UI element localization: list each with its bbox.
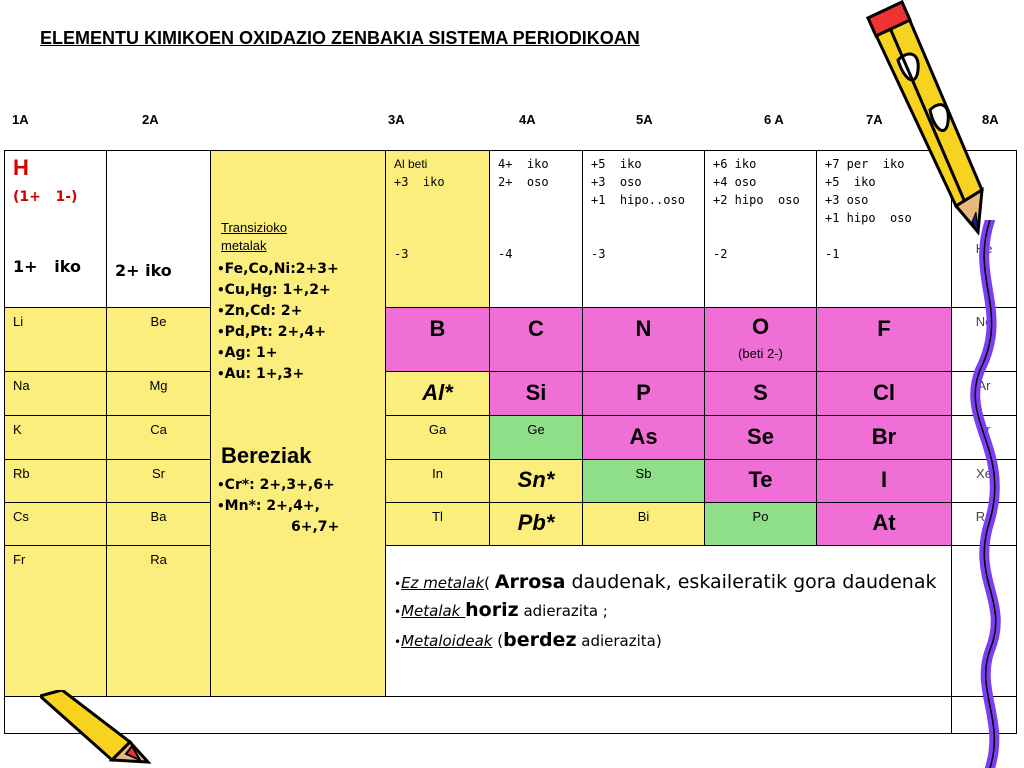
group-label-4a: 4A — [519, 112, 536, 127]
cell-in — [385, 459, 490, 503]
group-label-7a: 7A — [866, 112, 883, 127]
ox-4a-line2: 2+ oso — [498, 175, 549, 189]
cell-as — [582, 415, 705, 460]
symbol-k: K — [13, 422, 22, 437]
cell-po — [704, 502, 817, 546]
cell-s — [704, 371, 817, 416]
symbol-o: O — [751, 314, 770, 339]
transition-title: Transizioko metalak — [221, 220, 287, 253]
symbol-na: Na — [13, 378, 30, 393]
symbol-sb: Sb — [635, 466, 652, 481]
cell-na — [4, 371, 107, 416]
symbol-kr: Kr — [977, 422, 991, 437]
group-label-2a: 2A — [142, 112, 159, 127]
symbol-ra: Ra — [150, 552, 167, 567]
ox-cell-5a — [582, 150, 705, 308]
cell-n — [582, 307, 705, 372]
symbol-mg: Mg — [149, 378, 168, 393]
ox-7a-neg: -1 — [825, 247, 840, 261]
symbol-ga: Ga — [428, 422, 447, 437]
symbol-al: Al* — [422, 380, 453, 405]
ox-7a-line2: +5 iko — [825, 175, 876, 189]
ox-5a-line3: +1 hipo..oso — [591, 193, 685, 207]
cell-ba — [106, 502, 211, 546]
ribbon-icon — [950, 220, 1024, 768]
cell-bi — [582, 502, 705, 546]
symbol-rb: Rb — [13, 466, 30, 481]
ox-7a-line1: +7 per iko — [825, 157, 905, 171]
cell-cl — [816, 371, 952, 416]
special-item: 6+,7+ — [291, 519, 340, 535]
cell-br — [816, 415, 952, 460]
ox-3a-line1: Al beti — [394, 157, 428, 171]
cell-pb — [489, 502, 583, 546]
cell-cs — [4, 502, 107, 546]
cell-te — [704, 459, 817, 503]
cell-sb — [582, 459, 705, 503]
ox-6a-neg: -2 — [713, 247, 728, 261]
ox-cell-4a — [489, 150, 583, 308]
special-list — [217, 475, 339, 538]
symbol-i: I — [880, 467, 888, 492]
ox-3a-neg: -3 — [394, 247, 409, 261]
h-iko: 1+ iko — [13, 257, 81, 276]
ox-5a-line1: +5 iko — [591, 157, 642, 171]
cell-i — [816, 459, 952, 503]
symbol-ca: Ca — [150, 422, 167, 437]
pencil-tip-icon — [40, 690, 160, 768]
special-item: •Cr*: 2+,3+,6+ — [217, 477, 335, 493]
legend — [394, 570, 946, 654]
transition-item: •Ag: 1+ — [217, 345, 278, 361]
ox-6a-line3: +2 hipo oso — [713, 193, 800, 207]
symbol-sn: Sn* — [517, 467, 555, 492]
symbol-sr: Sr — [152, 466, 165, 481]
symbol-p: P — [636, 380, 651, 405]
cell-f — [816, 307, 952, 372]
cell-ca — [106, 415, 211, 460]
ox-6a-line2: +4 oso — [713, 175, 757, 189]
symbol-xe: Xe — [976, 466, 992, 481]
symbol-ar: Ar — [977, 378, 991, 393]
cell-si — [489, 371, 583, 416]
group-label-3a: 3A — [388, 112, 405, 127]
symbol-cs: Cs — [13, 509, 29, 524]
cell-li — [4, 307, 107, 372]
cell-be-top — [106, 150, 211, 308]
symbol-at: At — [872, 510, 896, 535]
symbol-pb: Pb* — [517, 510, 555, 535]
symbol-cl: Cl — [873, 380, 895, 405]
ox-cell-6a — [704, 150, 817, 308]
special-item: •Mn*: 2+,4+, — [217, 498, 320, 514]
symbol-b: B — [429, 316, 446, 341]
transition-metals-block — [210, 150, 386, 697]
transition-item: •Pd,Pt: 2+,4+ — [217, 324, 326, 340]
symbol-c: C — [528, 316, 544, 341]
ox-5a-neg: -3 — [591, 247, 606, 261]
group-label-5a: 5A — [636, 112, 653, 127]
ox-4a-neg: -4 — [498, 247, 513, 261]
symbol-tl: Tl — [432, 509, 443, 524]
symbol-f: F — [877, 316, 891, 341]
cell-k — [4, 415, 107, 460]
symbol-in: In — [432, 466, 443, 481]
ox-5a-line2: +3 oso — [591, 175, 642, 189]
cell-mg — [106, 371, 211, 416]
cell-ge — [489, 415, 583, 460]
symbol-he: He — [975, 241, 993, 256]
cell-fr — [4, 545, 107, 697]
symbol-li: Li — [13, 314, 24, 329]
o-note: (beti 2-) — [738, 346, 783, 361]
symbol-n: N — [635, 316, 652, 341]
ox-7a-line3: +3 oso — [825, 193, 869, 207]
h-ox-states: (1+ 1-) — [13, 189, 78, 205]
pencil-icon — [860, 0, 990, 240]
ox-4a-line1: 4+ iko — [498, 157, 549, 171]
legend-nonmetals: •Ez metalak( Arrosa daudenak, eskaileratik gora daudenak — [394, 571, 937, 593]
symbol-rn: Rn — [975, 509, 993, 524]
page-title: ELEMENTU KIMIKOEN OXIDAZIO ZENBAKIA SISTEMA PERIODIKOAN — [40, 28, 640, 48]
symbol-fr: Fr — [13, 552, 26, 567]
symbol-te: Te — [748, 467, 773, 492]
legend-block — [385, 545, 952, 697]
legend-metals: •Metalak horiz adierazita ; — [394, 599, 608, 621]
symbol-po: Po — [752, 509, 769, 524]
symbol-s: S — [753, 380, 768, 405]
symbol-br: Br — [871, 424, 897, 449]
transition-item: •Fe,Co,Ni:2+3+ — [217, 261, 339, 277]
cell-c — [489, 307, 583, 372]
cell-sn — [489, 459, 583, 503]
group-label-8a: 8A — [982, 112, 999, 127]
transition-item: •Zn,Cd: 2+ — [217, 303, 303, 319]
symbol-ba: Ba — [150, 509, 167, 524]
be-iko: 2+ iko — [115, 261, 172, 280]
symbol-bi: Bi — [637, 509, 650, 524]
cell-al — [385, 371, 490, 416]
cell-p — [582, 371, 705, 416]
ox-7a-line4: +1 hipo oso — [825, 211, 912, 225]
ox-3a-line2: +3 iko — [394, 175, 445, 189]
transition-item: •Cu,Hg: 1+,2+ — [217, 282, 331, 298]
symbol-h: H — [13, 155, 29, 180]
cell-b — [385, 307, 490, 372]
ox-cell-3a — [385, 150, 490, 308]
cell-ra — [106, 545, 211, 697]
symbol-si: Si — [525, 380, 547, 405]
group-label-1a: 1A — [12, 112, 29, 127]
cell-o — [704, 307, 817, 372]
cell-ga — [385, 415, 490, 460]
cell-sr — [106, 459, 211, 503]
cell-se — [704, 415, 817, 460]
cell-h — [4, 150, 107, 308]
symbol-ne: Ne — [975, 314, 993, 329]
legend-metalloids: •Metaloideak (berdez adierazita) — [394, 629, 662, 651]
cell-at — [816, 502, 952, 546]
group-label-6a: 6 A — [764, 112, 784, 127]
symbol-as: As — [629, 424, 658, 449]
symbol-se: Se — [747, 424, 774, 449]
symbol-be: Be — [150, 314, 167, 329]
special-title: Bereziak — [221, 443, 312, 468]
cell-tl — [385, 502, 490, 546]
transition-item: •Au: 1+,3+ — [217, 366, 305, 382]
transition-list — [217, 259, 339, 385]
cell-rb — [4, 459, 107, 503]
ox-6a-line1: +6 iko — [713, 157, 757, 171]
cell-be — [106, 307, 211, 372]
symbol-ge: Ge — [527, 422, 545, 437]
